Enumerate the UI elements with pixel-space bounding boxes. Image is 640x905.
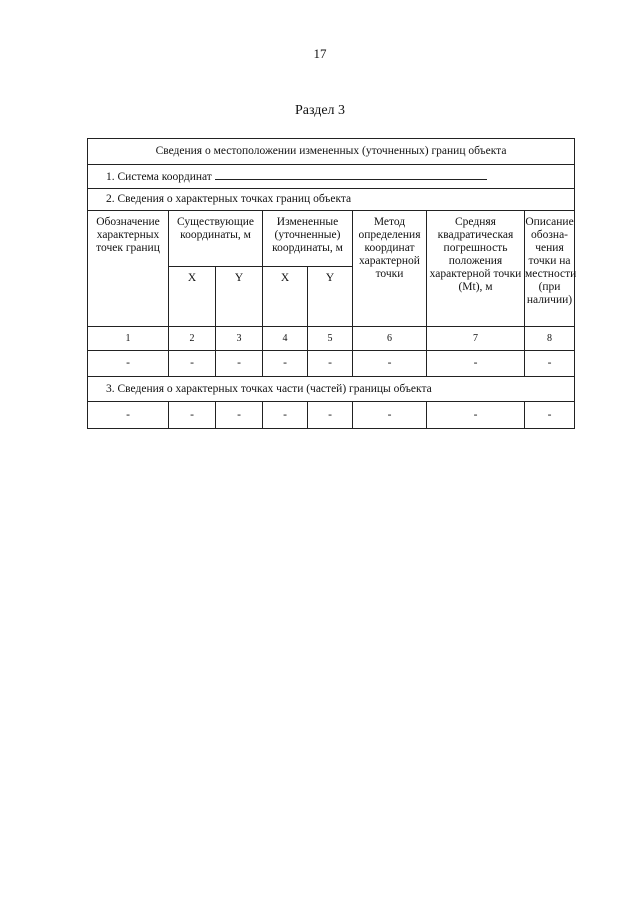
- column-number: 6: [353, 327, 427, 351]
- table-cell: -: [525, 351, 575, 377]
- table-row: [88, 351, 575, 377]
- table-title: Сведения о местоположении измененных (уточненных) границ объекта: [88, 139, 575, 165]
- column-number: 1: [88, 327, 169, 351]
- section-title: Раздел 3: [294, 103, 346, 118]
- table-cell: -: [525, 402, 575, 429]
- column-number: 3: [216, 327, 263, 351]
- table-cell: -: [353, 351, 427, 377]
- column-number: 2: [169, 327, 216, 351]
- header-existing: Существующие координаты, м: [169, 211, 263, 267]
- column-numbers-row: [88, 327, 575, 351]
- header-changed-y: Y: [308, 267, 353, 327]
- coord-system-label: 1. Система координат: [106, 171, 212, 183]
- header-designation: Обозначение характерных точек границ: [88, 211, 169, 327]
- table-cell: -: [308, 402, 353, 429]
- boundaries-table: [87, 138, 575, 429]
- header-existing-x: X: [169, 267, 216, 327]
- table-row: [88, 402, 575, 429]
- table-cell: -: [353, 402, 427, 429]
- table-cell: -: [88, 402, 169, 429]
- header-changed: Измененные (уточненные) координаты, м: [263, 211, 353, 267]
- header-error: Средняя квадратическая погрешность положения характерной точки (Mt), м: [427, 211, 525, 327]
- page-number: 17: [313, 46, 327, 61]
- table-cell: -: [169, 351, 216, 377]
- header-description: Описание обозна- чения точки на местности (при наличии): [525, 211, 575, 327]
- column-number: 8: [525, 327, 575, 351]
- table-cell: -: [216, 351, 263, 377]
- column-number: 4: [263, 327, 308, 351]
- subsection-3-title: 3. Сведения о характерных точках части (частей) границы объекта: [88, 377, 575, 402]
- coord-system-blank: [215, 169, 487, 180]
- column-number: 5: [308, 327, 353, 351]
- header-existing-y: Y: [216, 267, 263, 327]
- table-cell: -: [169, 402, 216, 429]
- header-changed-x: X: [263, 267, 308, 327]
- table-cell: -: [308, 351, 353, 377]
- header-method: Метод определения координат характерной точки: [353, 211, 427, 327]
- table-cell: -: [216, 402, 263, 429]
- table-cell: -: [427, 402, 525, 429]
- coord-system-row: [88, 165, 575, 189]
- table-cell: -: [88, 351, 169, 377]
- column-number: 7: [427, 327, 525, 351]
- table-cell: -: [427, 351, 525, 377]
- table-cell: -: [263, 351, 308, 377]
- table-cell: -: [263, 402, 308, 429]
- subsection-2-title: 2. Сведения о характерных точках границ объекта: [88, 189, 575, 211]
